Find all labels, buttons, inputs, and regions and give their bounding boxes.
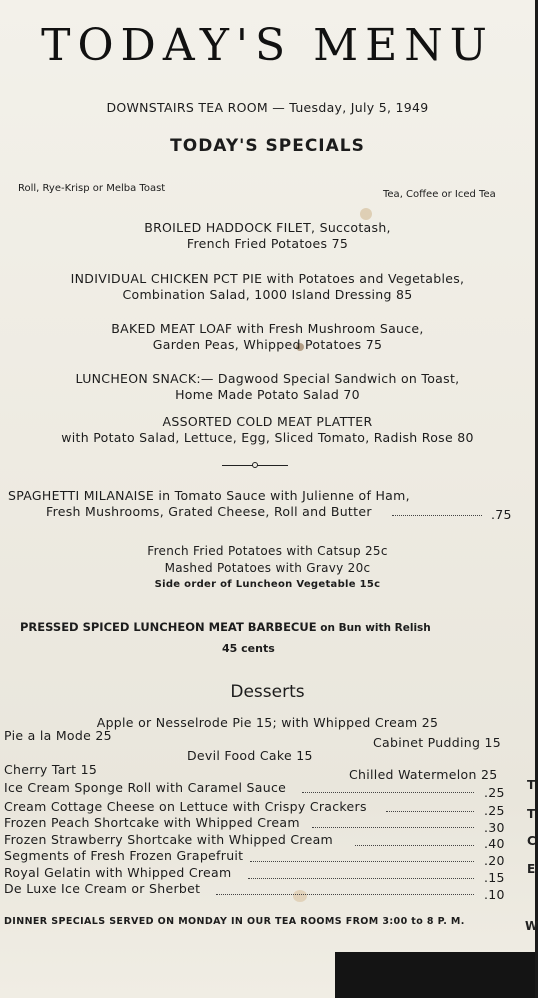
dot-leader: [302, 792, 474, 793]
dessert-devil: Devil Food Cake 15: [187, 748, 313, 763]
special-line: Home Made Potato Salad 70: [175, 387, 360, 402]
dessert-price: .25: [484, 785, 505, 800]
dessert-item: Frozen Strawberry Shortcake with Whipped Cream: [4, 832, 334, 847]
dessert-item: Cream Cottage Cheese on Lettuce with Crispy Crackers: [4, 799, 367, 814]
section-divider: [222, 461, 288, 469]
spaghetti-line: Fresh Mushrooms, Grated Cheese, Roll and Butter: [46, 504, 372, 519]
special-line: BROILED HADDOCK FILET, Succotash,: [144, 220, 391, 235]
page-title: TODAY'S MENU: [41, 20, 494, 71]
special-item: [0, 371, 535, 403]
special-line: INDIVIDUAL CHICKEN PCT PIE with Potatoes and Vegetables,: [70, 271, 465, 286]
special-line: BAKED MEAT LOAF with Fresh Mushroom Sauce,: [111, 321, 424, 336]
dessert-item: Ice Cream Sponge Roll with Caramel Sauce: [4, 780, 287, 795]
special-line: with Potato Salad, Lettuce, Egg, Sliced Tomato, Radish Rose 80: [61, 430, 474, 445]
dot-leader: [392, 515, 482, 516]
special-item: [0, 220, 535, 252]
special-item: [0, 414, 535, 446]
stain-mark: [293, 890, 307, 902]
dot-leader: [250, 861, 474, 862]
bread-note: Roll, Rye-Krisp or Melba Toast: [18, 183, 166, 194]
stain-mark: [360, 208, 372, 220]
desserts-heading: Desserts: [230, 682, 305, 702]
dessert-cherry: Cherry Tart 15: [4, 762, 98, 777]
special-item: [0, 271, 535, 303]
side-line: Mashed Potatoes with Gravy 20c: [164, 561, 371, 575]
dessert-item: De Luxe Ice Cream or Sherbet: [4, 881, 201, 896]
specials-heading: TODAY'S SPECIALS: [170, 136, 365, 156]
dot-leader: [386, 811, 474, 812]
footer-note: DINNER SPECIALS SERVED ON MONDAY IN OUR TEA ROOMS FROM 3:00 to 8 P. M.: [4, 916, 465, 927]
special-line: Combination Salad, 1000 Island Dressing 85: [122, 287, 413, 302]
side-orders: [0, 543, 535, 593]
drink-note: Tea, Coffee or Iced Tea: [383, 189, 496, 200]
dessert-pie-mode: Pie a la Mode 25: [4, 728, 112, 743]
dessert-price: .40: [484, 836, 505, 851]
dessert-price: .20: [484, 853, 505, 868]
dessert-price: .15: [484, 870, 505, 885]
side-line: French Fried Potatoes with Catsup 25c: [147, 544, 388, 558]
special-line: ASSORTED COLD MEAT PLATTER: [162, 414, 373, 429]
edge-letter: T: [527, 807, 536, 821]
special-line: LUNCHEON SNACK:— Dagwood Special Sandwich on Toast,: [75, 371, 460, 386]
dot-leader: [248, 878, 474, 879]
dessert-price: .30: [484, 820, 505, 835]
dot-leader: [355, 845, 474, 846]
dessert-apple: Apple or Nesselrode Pie 15; with Whipped Cream 25: [96, 715, 439, 730]
dessert-item: Royal Gelatin with Whipped Cream: [4, 865, 232, 880]
barbecue-name: PRESSED SPICED LUNCHEON MEAT BARBECUE: [20, 620, 317, 634]
dessert-price: .10: [484, 887, 505, 902]
edge-letter: T: [527, 778, 536, 792]
edge-letter: E: [527, 862, 536, 876]
special-line: Garden Peas, Whipped Potatoes 75: [152, 337, 383, 352]
barbecue-price: 45 cents: [222, 642, 275, 655]
dessert-item: Frozen Peach Shortcake with Whipped Cream: [4, 815, 300, 830]
dot-leader: [312, 827, 474, 828]
background-shadow: [335, 952, 535, 998]
dessert-watermelon: Chilled Watermelon 25: [349, 767, 498, 782]
edge-letter: W: [525, 919, 538, 933]
dessert-cabinet: Cabinet Pudding 15: [373, 735, 502, 750]
side-line: Side order of Luncheon Vegetable 15c: [154, 579, 381, 590]
page-subtitle: DOWNSTAIRS TEA ROOM — Tuesday, July 5, 1949: [106, 100, 429, 115]
edge-letter: C: [527, 834, 536, 848]
special-item: [0, 321, 535, 353]
spaghetti-price: .75: [491, 507, 512, 522]
special-line: French Fried Potatoes 75: [186, 236, 349, 251]
dessert-item: Segments of Fresh Frozen Grapefruit: [4, 848, 244, 863]
barbecue-item: [20, 620, 431, 634]
spaghetti-line: SPAGHETTI MILANAISE in Tomato Sauce with Julienne of Ham,: [8, 488, 410, 503]
dessert-price: .25: [484, 803, 505, 818]
barbecue-rest: on Bun with Relish: [320, 622, 431, 634]
dot-leader: [216, 894, 474, 895]
